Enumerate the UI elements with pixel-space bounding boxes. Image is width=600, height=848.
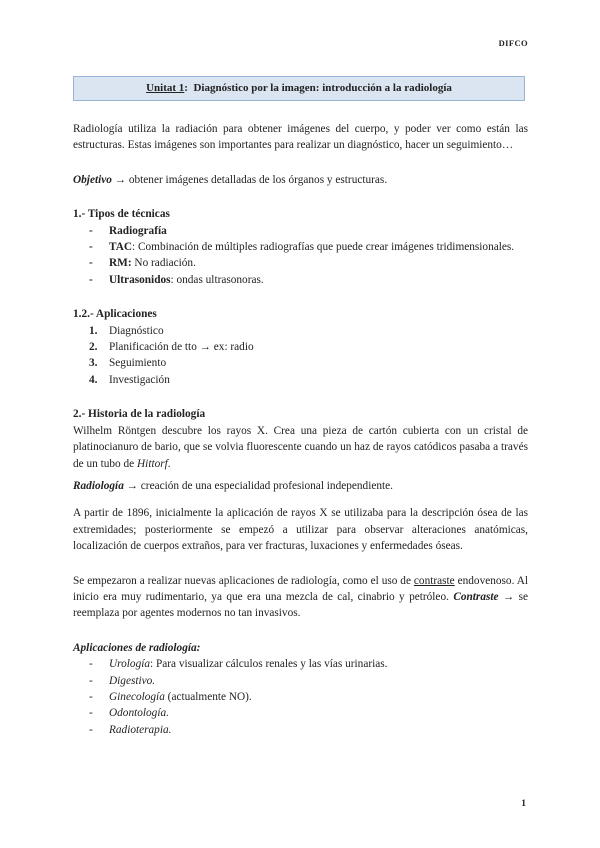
specialty-term: Digestivo. bbox=[109, 674, 156, 687]
list-item bbox=[73, 656, 528, 672]
radiologia-line bbox=[73, 478, 528, 494]
objetivo-line bbox=[73, 172, 528, 188]
list-text: Investigación bbox=[109, 373, 170, 386]
list-number: 4. bbox=[89, 373, 98, 386]
aplicaciones-heading: Aplicaciones de radiología: bbox=[73, 641, 201, 654]
list-text: Planificación de tto → ex: radio bbox=[109, 341, 254, 354]
radiologia-label: Radiología bbox=[73, 479, 124, 492]
list-item bbox=[73, 722, 528, 738]
specialty-term: Ginecología bbox=[109, 690, 165, 703]
specialty-desc: : Para visualizar cálculos renales y las vías urinarias. bbox=[150, 658, 388, 671]
list-item bbox=[73, 239, 528, 255]
hittorf-term: Hittorf bbox=[137, 457, 168, 470]
section1-heading: 1.- Tipos de técnicas bbox=[73, 208, 170, 221]
unit-colon: : bbox=[184, 82, 188, 94]
section12-heading: 1.2.- Aplicaciones bbox=[73, 308, 157, 321]
list-text: Seguimiento bbox=[109, 357, 167, 370]
technique-desc: No radiación. bbox=[131, 257, 196, 270]
section2-heading: 2.- Historia de la radiología bbox=[73, 408, 206, 421]
list-item bbox=[73, 705, 528, 721]
unit-title-box bbox=[73, 76, 525, 101]
unit-number: Unitat 1 bbox=[146, 82, 185, 94]
specialty-term: Urología bbox=[109, 658, 151, 671]
document-body bbox=[73, 121, 528, 738]
technique-term: Radiografía bbox=[109, 224, 167, 237]
list-item bbox=[73, 223, 528, 239]
contraste-term: contraste bbox=[413, 574, 455, 587]
list-item bbox=[73, 272, 528, 288]
list-number: 2. bbox=[89, 341, 98, 354]
technique-term: Ultrasonidos bbox=[109, 273, 171, 286]
list-item bbox=[73, 372, 528, 388]
history-paragraph-1 bbox=[73, 423, 528, 472]
objetivo-label: Objetivo bbox=[73, 173, 112, 186]
list-text: Diagnóstico bbox=[109, 324, 164, 337]
specialty-term: Radioterapia. bbox=[109, 723, 172, 736]
list-number: 3. bbox=[89, 357, 98, 370]
contraste-arrow: → bbox=[502, 590, 515, 603]
list-item bbox=[73, 339, 528, 355]
aplicaciones-list bbox=[73, 323, 528, 389]
p4-text-c: se reemplaza por agentes modernos no tan invasivos. bbox=[73, 590, 528, 620]
technique-desc: : ondas ultrasonoras. bbox=[170, 273, 264, 286]
aplicaciones-radiologia-list bbox=[73, 656, 528, 738]
contraste-label: Contraste bbox=[453, 590, 499, 603]
technique-term: RM: bbox=[109, 257, 132, 270]
intro-paragraph: Radiología utiliza la radiación para obtener imágenes del cuerpo, y poder ver como están las estructuras. Estas imágenes son importantes para realizar un diagnóstico, hacer un seguimiento… bbox=[73, 123, 528, 152]
list-number: 1. bbox=[89, 324, 98, 337]
history-paragraph-4 bbox=[73, 573, 528, 622]
history-text: Wilhelm Röntgen descubre los rayos X. Crea una pieza de cartón cubierta con un cristal de platinocianuro de bario, que se volvia fluorescente cuando un haz de rayos catódicos pasaba a través de un tubo de bbox=[73, 424, 528, 470]
list-item bbox=[73, 355, 528, 371]
list-item bbox=[73, 323, 528, 339]
objetivo-arrow: → bbox=[114, 173, 127, 186]
radiologia-arrow: → bbox=[126, 479, 138, 492]
page-number: 1 bbox=[521, 799, 526, 809]
list-item bbox=[73, 255, 528, 271]
tipos-tecnicas-list bbox=[73, 223, 528, 289]
specialty-term: Odontología. bbox=[109, 707, 169, 720]
technique-desc: : Combinación de múltiples radiografías que puede crear imágenes tridimensionales. bbox=[132, 241, 515, 254]
list-item bbox=[73, 689, 528, 705]
p4-text-a: Se empezaron a realizar nuevas aplicaciones de radiología, como el uso de bbox=[73, 574, 414, 587]
unit-title-text: Diagnóstico por la imagen: introducción a la radiología bbox=[193, 82, 452, 94]
history-end: . bbox=[167, 457, 171, 470]
radiologia-text: creación de una especialidad profesional independiente. bbox=[137, 479, 393, 492]
document-header-label: DIFCO bbox=[498, 38, 528, 48]
technique-term: TAC bbox=[109, 241, 133, 254]
history-paragraph-3: A partir de 1896, inicialmente la aplicación de rayos X se utilizaba para la descripción ósea de las extremidades; posteriormente se empezó a utilizar para observar alteraciones anatómicas, localización de cuerpos extraños, para ver fracturas, luxaciones y enfermedades óseas. bbox=[73, 507, 528, 553]
objetivo-text: obtener imágenes detalladas de los órganos y estructuras. bbox=[126, 173, 388, 186]
specialty-desc: (actualmente NO). bbox=[164, 690, 252, 703]
list-item bbox=[73, 673, 528, 689]
p4-text-b: endovenoso. Al inicio era muy rudimentario, ya que era una mezcla de cal, cinabrio y petróleo. bbox=[73, 574, 528, 603]
